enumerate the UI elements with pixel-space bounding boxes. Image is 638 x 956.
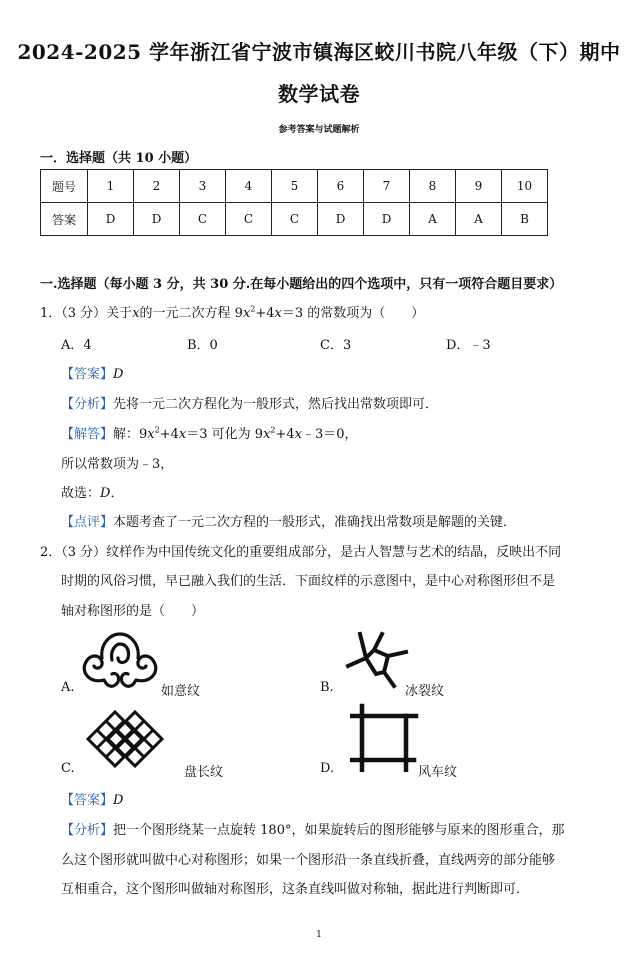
q1-var: x	[242, 306, 251, 321]
q1-stem-part: ＝3 的常数项为（ ）	[281, 306, 425, 321]
q1-exponent: 2	[270, 425, 276, 435]
table-cell: 5	[272, 170, 318, 203]
table-cell: D	[88, 203, 134, 236]
table-cell: 9	[456, 170, 502, 203]
analysis-text: 先将一元二次方程化为一般形式，然后找出常数项即可．	[113, 397, 439, 412]
q2-option-a-caption: 如意纹	[161, 684, 201, 699]
solution-tag: 【解答】	[61, 427, 114, 442]
table-cell: C	[272, 203, 318, 236]
analysis-tag: 【分析】	[61, 823, 114, 838]
q2-analysis-line3: 互相重合，这个图形叫做轴对称图形，这条直线叫做对称轴，据此进行判断即可．	[61, 882, 530, 897]
table-cell: B	[502, 203, 548, 236]
q1-analysis	[61, 393, 438, 412]
q1-var: x	[294, 427, 303, 442]
q2-option-b-caption: 冰裂纹	[405, 684, 445, 699]
q1-exponent: 2	[250, 304, 256, 314]
solution-part: ．	[110, 486, 124, 501]
answer-tag: 【答案】	[61, 793, 114, 808]
answer-tag: 【答案】	[61, 367, 114, 382]
q1-option-a: A．4	[61, 338, 92, 353]
q2-option-b-letter: B.	[320, 680, 334, 695]
q2-option-d-letter: D.	[320, 761, 335, 776]
table-cell: C	[180, 203, 226, 236]
table-cell: A	[456, 203, 502, 236]
solution-part: ＝3 可化为 9	[186, 427, 264, 442]
solution-choice: D	[100, 486, 111, 501]
q2-stem-line1: 2．（3 分）纹样作为中国传统文化的重要组成部分，是古人智慧与艺术的结晶，反映出不同	[40, 545, 562, 560]
answer-value: D	[113, 793, 124, 808]
q1-stem	[40, 302, 424, 321]
section2-heading: 一.选择题（每小题 3 分，共 30 分.在每小题给出的四个选项中，只有一项符合题目要求）	[40, 277, 563, 292]
ruyi-cloud-pattern-icon	[78, 628, 162, 692]
page-number: 1	[316, 930, 322, 940]
q2-option-d-caption: 风车纹	[418, 765, 458, 780]
table-cell: A	[410, 203, 456, 236]
table-header-label: 答案	[41, 203, 88, 236]
solution-part: ﹣3＝0，	[302, 427, 358, 442]
table-cell: 1	[88, 170, 134, 203]
solution-part: 故选：	[61, 486, 101, 501]
table-cell: 10	[502, 170, 548, 203]
solution-part: +4	[275, 427, 295, 442]
q1-option-d: D．﹣3	[446, 338, 491, 353]
q1-solution	[61, 423, 358, 442]
table-cell: D	[134, 203, 180, 236]
q1-var: x	[274, 306, 282, 321]
q1-var: x	[178, 427, 187, 442]
q2-answer	[61, 789, 123, 808]
comment-text: 本题考查了一元二次方程的一般形式，准确找出常数项是解题的关键．	[113, 515, 517, 530]
solution-part: +4	[159, 427, 179, 442]
table-cell: 2	[134, 170, 180, 203]
title-line-1: 2024-2025 学年浙江省宁波市镇海区蛟川书院八年级（下）期中	[17, 40, 621, 64]
comment-tag: 【点评】	[61, 515, 114, 530]
table-header-label: 题号	[41, 170, 88, 203]
table-cell: D	[364, 203, 410, 236]
q1-stem-part: 1．（3 分）关于	[40, 306, 133, 321]
panchang-knot-pattern-icon	[84, 708, 166, 770]
table-cell: 6	[318, 170, 364, 203]
q2-option-a-letter: A.	[61, 680, 75, 695]
q2-option-c-caption: 盘长纹	[184, 765, 224, 780]
title-line-2: 数学试卷	[278, 82, 360, 106]
table-cell: 7	[364, 170, 410, 203]
q1-answer	[61, 363, 123, 382]
q1-solution-line2: 所以常数项为﹣3，	[61, 457, 174, 472]
q1-var: x	[263, 427, 271, 442]
q1-solution-line3	[61, 482, 123, 501]
analysis-text: 把一个图形绕某一点旋转 180°，如果旋转后的图形能够与原来的图形重合，那	[113, 823, 565, 838]
answer-table-row-answers	[41, 203, 548, 236]
q1-stem-part: 的一元二次方程 9	[139, 306, 243, 321]
q2-stem-line3: 轴对称图形的是（ ）	[61, 604, 205, 619]
q2-analysis-line2: 么这个图形就叫做中心对称图形；如果一个图形沿一条直线折叠，直线两旁的部分能够	[61, 853, 556, 868]
ice-crack-pattern-icon	[344, 630, 410, 690]
table-cell: 3	[180, 170, 226, 203]
q2-option-c-letter: C.	[61, 761, 75, 776]
q1-exponent: 2	[154, 425, 160, 435]
q1-stem-part: +4	[255, 306, 275, 321]
subtitle: 参考答案与试题解析	[278, 125, 360, 135]
q1-var: x	[147, 427, 155, 442]
q2-analysis-line1	[61, 819, 564, 838]
analysis-tag: 【分析】	[61, 397, 114, 412]
q1-var: x	[132, 306, 140, 321]
solution-part: 解：9	[113, 427, 148, 442]
pinwheel-pattern-icon	[350, 702, 420, 772]
q1-option-b: B．0	[187, 338, 218, 353]
q1-option-c: C．3	[320, 338, 352, 353]
answer-table-row-numbers	[41, 170, 548, 203]
table-cell: D	[318, 203, 364, 236]
table-cell: 4	[226, 170, 272, 203]
q2-stem-line2: 时期的风俗习惯，早已融入我们的生活．下面纹样的示意图中，是中心对称图形但不是	[61, 574, 556, 589]
q1-comment	[61, 511, 516, 530]
answer-value: D	[113, 367, 124, 382]
table-cell: 8	[410, 170, 456, 203]
answer-table	[40, 169, 548, 236]
section1-heading: 一．选择题（共 10 小题）	[40, 151, 198, 166]
table-cell: C	[226, 203, 272, 236]
